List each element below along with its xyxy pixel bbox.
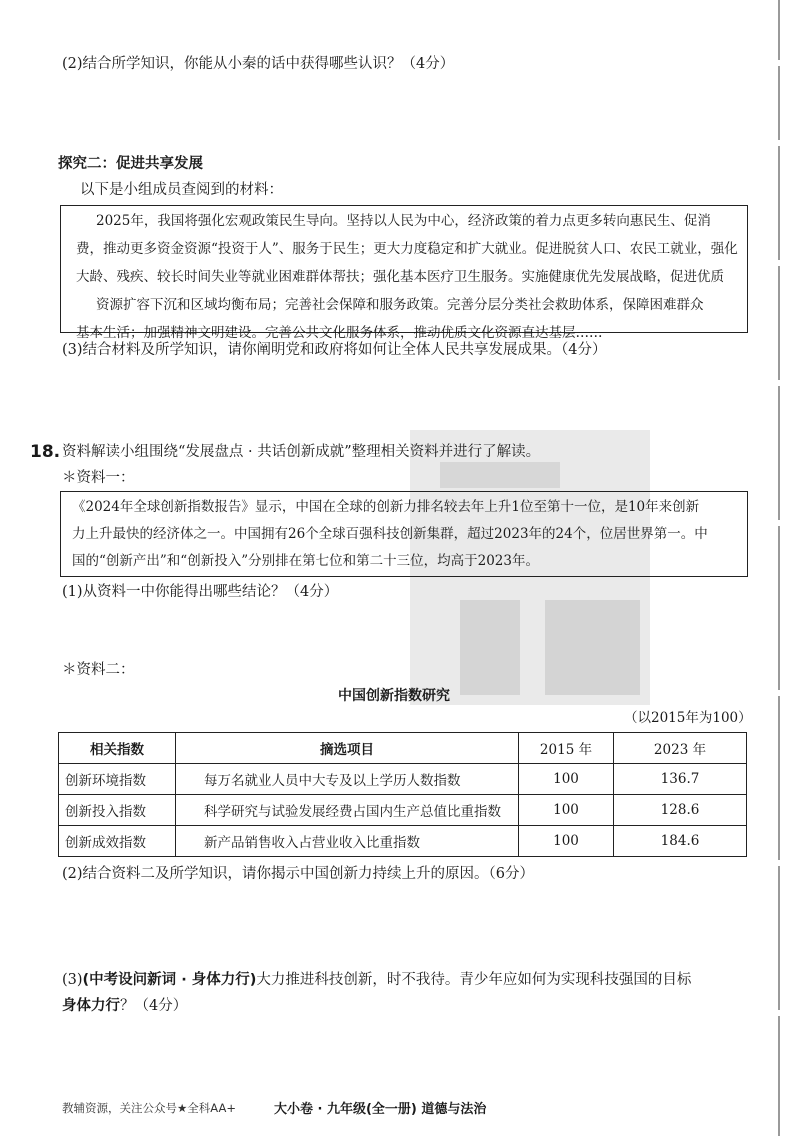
table-cell: 100 bbox=[519, 795, 614, 826]
table-cell: 创新投入指数 bbox=[59, 795, 176, 826]
edge-dash bbox=[778, 60, 780, 66]
edge-dash bbox=[778, 1010, 780, 1016]
edge-dash bbox=[778, 520, 780, 526]
table-row bbox=[59, 795, 747, 826]
material-1-label: ＊资料一： bbox=[62, 470, 135, 486]
section-title: 探究二：促进共享发展 bbox=[58, 156, 203, 172]
question-prefix: (3) bbox=[62, 972, 83, 988]
table-cell: 128.6 bbox=[614, 795, 747, 826]
question-18-3-tail bbox=[62, 996, 187, 1016]
material-text bbox=[76, 207, 736, 347]
question-18-2: (2)结合资料二及所学知识，请你揭示中国创新力持续上升的原因。（6分） bbox=[62, 866, 535, 882]
table-header: 2023 年 bbox=[614, 733, 747, 764]
question-17-3: (3)结合材料及所学知识，请你阐明党和政府将如何让全体人民共享发展成果。（4分） bbox=[62, 342, 607, 358]
question-tag: (中考设问新词 · 身体力行) bbox=[82, 972, 257, 988]
table-header: 摘选项目 bbox=[176, 733, 519, 764]
edge-dash bbox=[778, 260, 780, 266]
material-1-text bbox=[72, 494, 742, 575]
table-row bbox=[59, 764, 747, 795]
table-header: 相关指数 bbox=[59, 733, 176, 764]
material-line: 基本生活；加强精神文明建设。完善公共文化服务体系，推动优质文化资源直达基层…… bbox=[76, 325, 603, 341]
innovation-index-table bbox=[58, 732, 747, 857]
footer-book: 大小卷 · 九年级(全一册) 道德与法治 bbox=[274, 1102, 487, 1117]
table-cell: 100 bbox=[519, 764, 614, 795]
table-cell: 100 bbox=[519, 826, 614, 857]
table-cell: 科学研究与试验发展经费占国内生产总值比重指数 bbox=[176, 795, 519, 826]
edge-dash bbox=[778, 380, 780, 386]
page-edge-line bbox=[778, 0, 780, 1136]
table-cell: 创新环境指数 bbox=[59, 764, 176, 795]
question-number: 18. bbox=[30, 442, 61, 462]
footer-promo: 教辅资源，关注公众号★全科AA+ bbox=[62, 1101, 236, 1115]
question-tail-bold: 身体力行 bbox=[62, 998, 120, 1014]
table-note: （以2015年为100） bbox=[624, 710, 752, 726]
table-header: 2015 年 bbox=[519, 733, 614, 764]
edge-dash bbox=[778, 140, 780, 146]
table-cell: 136.7 bbox=[614, 764, 747, 795]
question-18-stem: 资料解读小组围绕“发展盘点 · 共话创新成就”整理相关资料并进行了解读。 bbox=[62, 444, 541, 460]
table-row bbox=[59, 826, 747, 857]
edge-dash bbox=[778, 690, 780, 696]
question-tail: ？（4分） bbox=[120, 998, 188, 1014]
section-intro: 以下是小组成员查阅到的材料： bbox=[80, 182, 283, 198]
question-text: 大力推进科技创新，时不我待。青少年应如何为实现科技强国的目标 bbox=[256, 972, 692, 988]
watermark-stroke bbox=[545, 600, 640, 695]
edge-dash bbox=[778, 860, 780, 866]
table-header-row bbox=[59, 733, 747, 764]
material-2-label: ＊资料二： bbox=[62, 662, 135, 678]
material-line: 国的“创新产出”和“创新投入”分别排在第七位和第二十三位，均高于2023年。 bbox=[72, 553, 539, 569]
table-cell: 创新成效指数 bbox=[59, 826, 176, 857]
table-cell: 184.6 bbox=[614, 826, 747, 857]
table-title: 中国创新指数研究 bbox=[338, 688, 450, 704]
question-18-1: (1)从资料一中你能得出哪些结论？（4分） bbox=[62, 584, 339, 600]
question-18-3 bbox=[62, 970, 691, 990]
material-line: 大龄、残疾、较长时间失业等就业困难群体帮扶；强化基本医疗卫生服务。实施健康优先发展战略，促进优质 bbox=[76, 269, 724, 285]
question-17-2: (2)结合所学知识，你能从小秦的话中获得哪些认识？（4分） bbox=[62, 56, 455, 72]
table-cell: 新产品销售收入占营业收入比重指数 bbox=[176, 826, 519, 857]
material-line: 费，推动更多资金资源“投资于人”、服务于民生；更大力度稳定和扩大就业。促进脱贫人口、农民工就业，强化 bbox=[76, 241, 738, 257]
material-line: 资源扩容下沉和区域均衡布局；完善社会保障和服务政策。完善分层分类社会救助体系，保障困难群众 bbox=[96, 297, 704, 313]
watermark-stroke bbox=[460, 600, 520, 695]
material-line: 2025年，我国将强化宏观政策民生导向。坚持以人民为中心，经济政策的着力点更多转向惠民生、促消 bbox=[96, 213, 711, 229]
material-line: 力上升最快的经济体之一。中国拥有26个全球百强科技创新集群，超过2023年的24个，位居世界第一。中 bbox=[72, 526, 708, 542]
table-cell: 每万名就业人员中大专及以上学历人数指数 bbox=[176, 764, 519, 795]
watermark-stroke bbox=[440, 462, 560, 488]
material-line: 《2024年全球创新指数报告》显示，中国在全球的创新力排名较去年上升1位至第十一位，是10年来创新 bbox=[72, 499, 700, 515]
